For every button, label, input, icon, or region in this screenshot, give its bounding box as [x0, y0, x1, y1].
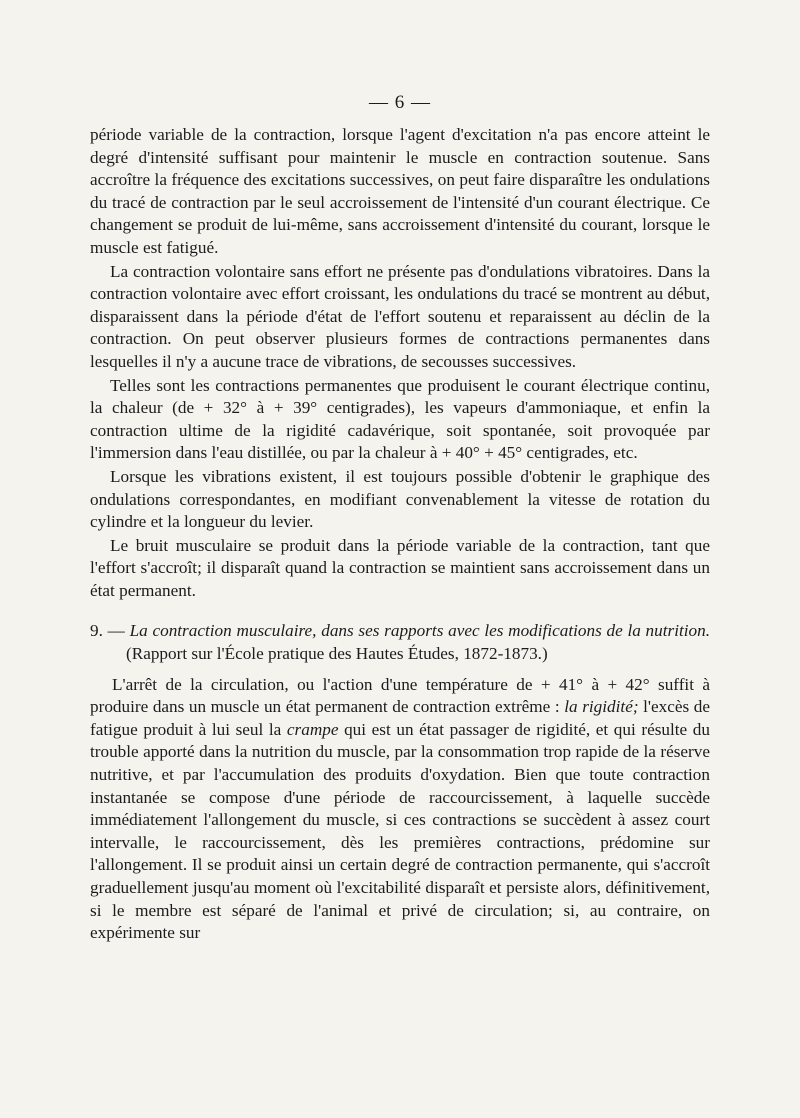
text-run: l'excès de fatigue produit à lui seul la: [90, 697, 711, 739]
emphasis-crampe: crampe: [286, 719, 339, 739]
paragraph: période variable de la contraction, lorsque l'agent d'excitation n'a pas encore atteint le degré d'intensité suffisant pour maintenir le muscle en contraction soutenue. Sans accroître la fréquence des excitations successives, on peut faire disparaître les ondulations du tracé de contraction par le seul accroissement de l'intensité d'un courant électrique. Ce changement se produit de lui-même, sans accroissement d'intensité du courant, lorsque le muscle est fatigué.: [90, 125, 710, 257]
text-run: L'arrêt de la circulation, ou l'action d'une température de + 41° à + 42° suffit à produire dans un muscle un état permanent de contraction extrême :: [90, 674, 710, 717]
emphasis-rigidite: la rigidité;: [564, 697, 639, 717]
section-reference: (Rapport sur l'École pratique des Hautes Études, 1872-1873.): [126, 644, 548, 664]
body-text: [90, 124, 710, 945]
section-number: 9.: [90, 621, 103, 641]
text-run: qui est un état passager de rigidité, et qui résulte du trouble apporté dans la nutrition du muscle, par la consommation trop rapide de la réserve nutritive, et par l'accumulation des produits d'oxydation. Bien que toute contraction instantanée se compose d'une période de raccourcissement, à laquelle succède immédiatement l'allongement du muscle, si ces contractions se succèdent à assez court intervalle, le raccourcissement, dès les premières contractions, prédomine sur l'allongement. Il se produit ainsi un certain degré de contraction permanente, qui s'accroît graduellement jusqu'au moment où l'excitabilité disparaît et persiste alors, définitivement, si le membre est séparé de l'animal et privé de circulation; si, au contraire, on expérimente sur: [90, 719, 710, 943]
section-title: La contraction musculaire, dans ses rapports avec les modifications de la nutrition.: [129, 621, 711, 641]
paragraph: Le bruit musculaire se produit dans la période variable de la contraction, tant que l'effort s'accroît; il disparaît quand la contraction se maintient sans accroissement dans un état permanent.: [90, 535, 710, 600]
section-9: [90, 620, 710, 944]
paragraph: La contraction volontaire sans effort ne présente pas d'ondulations vibratoires. Dans la contraction volontaire avec effort croissant, les ondulations du tracé se montrent au début, disparaissent dans la période d'état de l'effort soutenu et reparaissent au déclin de la contraction. On peut observer plusieurs formes de contractions permanentes dans lesquelles il n'y a aucune trace de vibrations, de secousses successives.: [90, 261, 710, 371]
paragraph: Telles sont les contractions permanentes que produisent le courant électrique continu, la chaleur (de + 32° à + 39° centigrades), les vapeurs d'ammoniaque, et enfin la contraction ultime de la rigidité cadavérique, soit spontanée, soit provoquée par l'immersion dans l'eau distillée, ou par la chaleur à + 40° + 45° centigrades, etc.: [90, 375, 710, 463]
section-dash: —: [107, 621, 125, 641]
paragraph: Lorsque les vibrations existent, il est toujours possible d'obtenir le graphique des ondulations correspondantes, en modifiant convenablement la vitesse de rotation du cylindre et la longueur du levier.: [90, 466, 710, 532]
page-number: — 6 —: [369, 92, 431, 113]
section-paragraph: [90, 674, 710, 945]
section-heading: [90, 620, 710, 665]
